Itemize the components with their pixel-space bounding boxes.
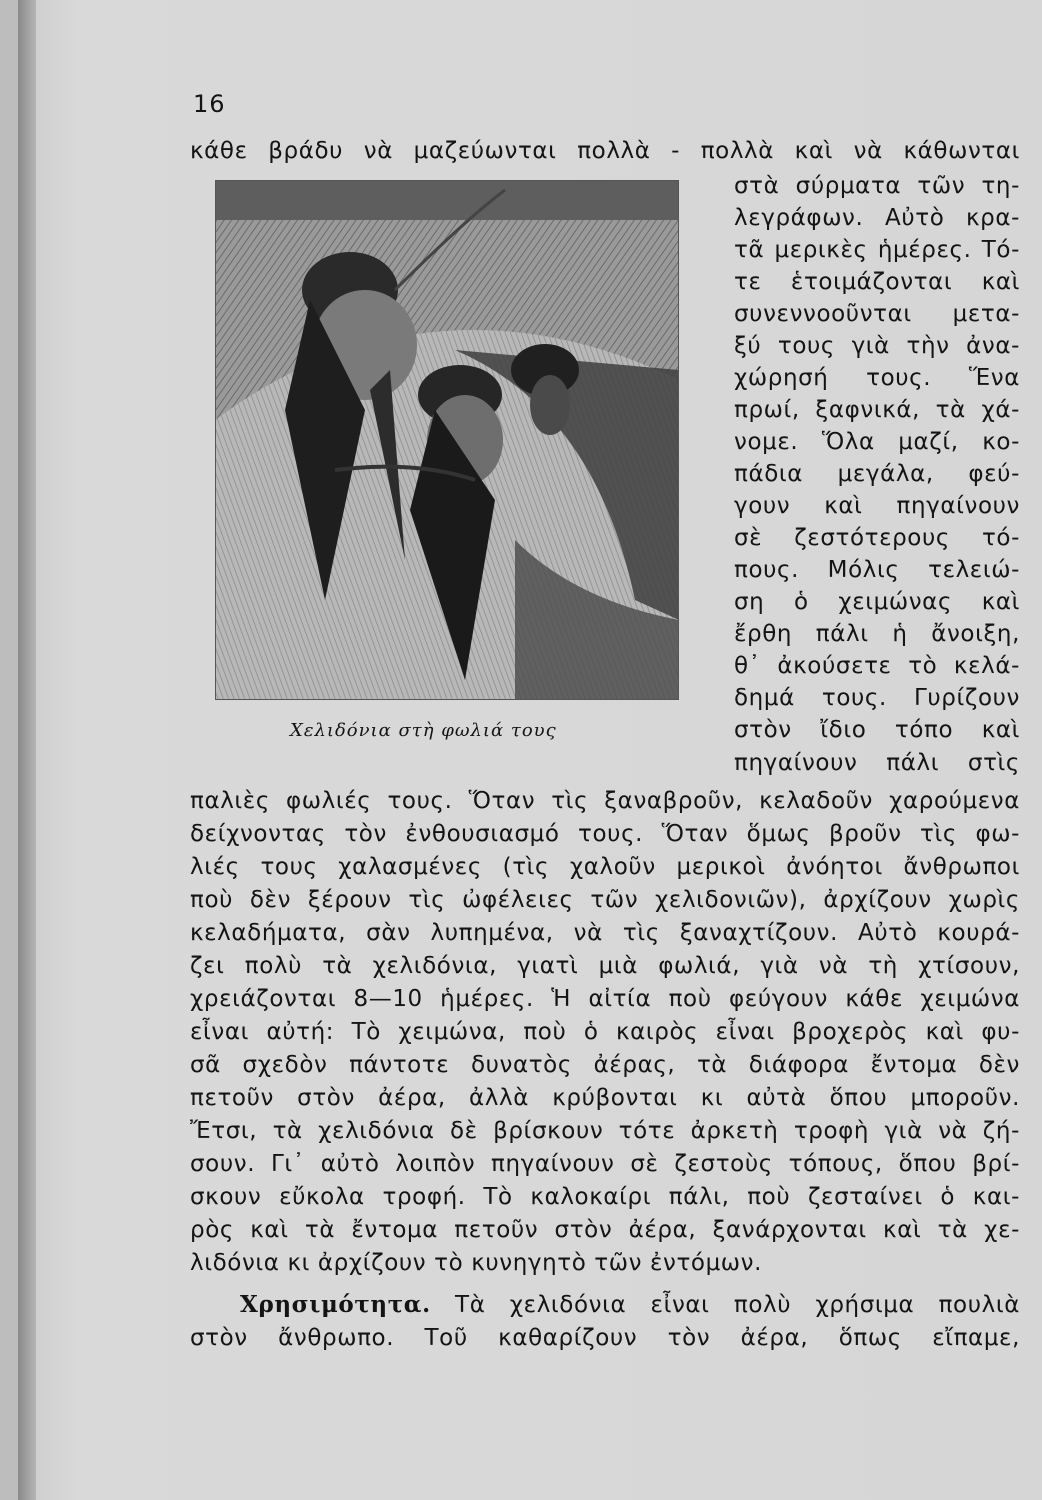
text-line-side-15: θ᾽ ἀκούσετε τὸ κελά-	[734, 653, 1020, 679]
section-first-line	[240, 1290, 1020, 1320]
text-line-side-11: σὲ ζεστότερους τό-	[734, 525, 1020, 551]
text-line-side-6: χώρησή τους. Ἕνα	[734, 365, 1020, 391]
section-second-line: στὸν ἄνθρωπο. Τοῦ καθαρίζουν τὸν ἀέρα, ὅπως εἴπαμε,	[190, 1325, 1020, 1351]
text-line-full-9: πετοῦν στὸν ἀέρα, ἀλλὰ κρύβονται κι αὐτὰ ὅπου μποροῦν.	[190, 1085, 1020, 1111]
text-line-full-8: σᾶ σχεδὸν πάντοτε δυνατὸς ἀέρας, τὰ διάφορα ἔντομα δὲν	[190, 1052, 1020, 1078]
page-number: 16	[193, 90, 226, 118]
section-heading: Χρησιμότητα.	[240, 1291, 431, 1318]
text-line-full-14: λιδόνια κι ἀρχίζουν τὸ κυνηγητὸ τῶν ἐντόμων.	[190, 1250, 763, 1276]
text-line-full-0: παλιὲς φωλιές τους. Ὅταν τὶς ξαναβροῦν, κελαδοῦν χαρούμενα	[190, 788, 1020, 814]
text-line-side-12: πους. Μόλις τελειώ-	[734, 557, 1020, 583]
book-page	[18, 0, 1042, 1500]
text-line-side-9: πάδια μεγάλα, φεύ-	[734, 461, 1020, 487]
text-line-full-4: κελαδήματα, σὰν λυπημένα, νὰ τὶς ξαναχτίζουν. Αὐτὸ κουρά-	[190, 920, 1020, 946]
text-line-side-17: στὸν ἴδιο τόπο καὶ	[734, 717, 1020, 743]
page-binding-edge	[18, 0, 36, 1500]
text-line-side-0: στὰ σύρματα τῶν τη-	[734, 173, 1020, 199]
section-first-line-text: Τὰ χελιδόνια εἶναι πολὺ χρήσιμα πουλιὰ	[455, 1292, 1020, 1318]
text-line-side-2: τᾶ μερικὲς ἡμέρες. Τό-	[734, 237, 1020, 263]
text-line-side-16: δημά τους. Γυρίζουν	[734, 685, 1020, 711]
text-line-side-14: ἔρθη πάλι ἡ ἄνοιξη,	[734, 621, 1020, 647]
text-line-side-4: συνεννοοῦνται μετα-	[734, 301, 1020, 327]
text-line-full-6: χρειάζονται 8—10 ἡμέρες. Ἡ αἰτία ποὺ φεύγουν κάθε χειμώνα	[190, 986, 1020, 1012]
text-line-side-13: ση ὁ χειμώνας καὶ	[734, 589, 1020, 615]
text-line-side-10: γουν καὶ πηγαίνουν	[734, 493, 1020, 519]
text-line-full-2: λιές τους χαλασμένες (τὶς χαλοῦν μερικοὶ ἀνόητοι ἄνθρωποι	[190, 854, 1020, 880]
text-line-full-12: σκουν εὔκολα τροφή. Τὸ καλοκαίρι πάλι, ποὺ ζεσταίνει ὁ και-	[190, 1184, 1020, 1210]
text-line-side-1: λεγράφων. Αὐτὸ κρα-	[734, 205, 1020, 231]
text-line-side-5: ξύ τους γιὰ τὴν ἀνα-	[734, 333, 1020, 359]
text-line-side-7: πρωί, ξαφνικά, τὰ χά-	[734, 397, 1020, 423]
text-line-full-7: εἶναι αὐτή: Τὸ χειμώνα, ποὺ ὁ καιρὸς εἶναι βροχερὸς καὶ φυ-	[190, 1019, 1020, 1045]
text-line-full-13: ρὸς καὶ τὰ ἔντομα πετοῦν στὸν ἀέρα, ξανάρχονται καὶ τὰ χε-	[190, 1217, 1020, 1243]
text-line-side-18: πηγαίνουν πάλι στὶς	[734, 750, 1020, 776]
text-line-full-11: σουν. Γι᾽ αὐτὸ λοιπὸν πηγαίνουν σὲ ζεστοὺς τόπους, ὅπου βρί-	[190, 1151, 1020, 1177]
text-line-full-10: Ἔτσι, τὰ χελιδόνια δὲ βρίσκουν τότε ἀρκετὴ τροφὴ γιὰ νὰ ζή-	[190, 1118, 1020, 1144]
text-line-side-8: νομε. Ὅλα μαζί, κο-	[734, 429, 1020, 455]
figure-caption: Χελιδόνια στὴ φωλιά τους	[290, 720, 557, 741]
text-line-full-5: ζει πολὺ τὰ χελιδόνια, γιατὶ μιὰ φωλιά, γιὰ νὰ τὴ χτίσουν,	[190, 953, 1020, 979]
text-line-wrap-top: κάθε βράδυ νὰ μαζεύωνται πολλὰ - πολλὰ καὶ νὰ κάθωνται	[190, 138, 1020, 164]
text-line-side-3: τε ἑτοιμάζονται καὶ	[734, 269, 1020, 295]
swallows-illustration	[215, 180, 679, 700]
swallows-nest-illustration-icon	[215, 180, 679, 700]
text-line-full-1: δείχνοντας τὸν ἐνθουσιασμό τους. Ὅταν ὅμως βροῦν τὶς φω-	[190, 821, 1020, 847]
text-line-full-3: ποὺ δὲν ξέρουν τὶς ὠφέλειες τῶν χελιδονιῶν), ἀρχίζουν χωρὶς	[190, 887, 1020, 913]
